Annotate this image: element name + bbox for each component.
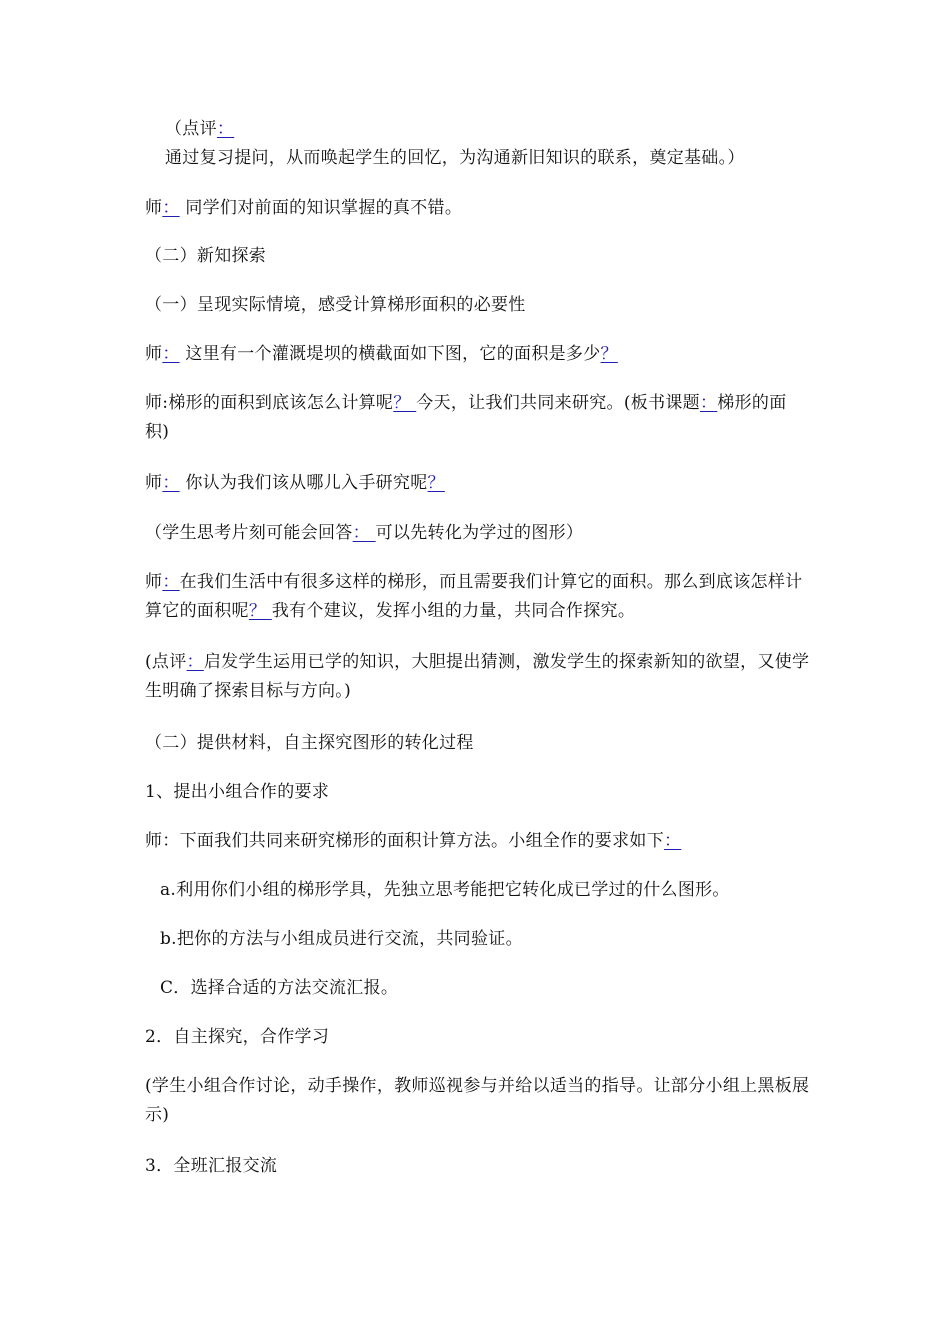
- list-heading-class-report: [145, 1152, 810, 1181]
- list-heading-self-explore: [145, 1023, 810, 1052]
- text-segment: 1、提出小组合作的要求: [145, 782, 330, 802]
- text-segment: a.利用你们小组的梯形学具，先独立思考能把它转化成已学过的什么图形。: [160, 880, 730, 900]
- text-segment: 师: [145, 473, 163, 493]
- underlined-punctuation: ？: [600, 344, 618, 364]
- underlined-punctuation: ：: [162, 344, 180, 364]
- underlined-punctuation: ：: [352, 523, 376, 543]
- paragraph-teacher-where-start: [145, 469, 810, 498]
- text-segment: （学生思考片刻可能会回答: [145, 523, 353, 543]
- text-segment: 师: [145, 198, 163, 218]
- underlined-punctuation: ？: [248, 601, 272, 621]
- paragraph-student-group-work: [145, 1072, 810, 1130]
- text-segment: （二）提供材料，自主探究图形的转化过程: [145, 733, 474, 753]
- underlined-punctuation: ：: [216, 119, 235, 139]
- paragraph-comment-inspire: [145, 648, 810, 706]
- text-segment: （一）呈现实际情境，感受计算梯形面积的必要性: [145, 295, 526, 315]
- text-segment: 这里有一个灌溉堤坝的横截面如下图，它的面积是多少: [179, 344, 601, 364]
- text-segment: 我有个建议，发挥小组的力量，共同合作探究。: [271, 601, 636, 621]
- underlined-punctuation: ：: [664, 831, 682, 851]
- underlined-punctuation: ：: [162, 198, 180, 218]
- underlined-punctuation: ：: [699, 393, 718, 413]
- text-segment: 可以先转化为学过的图形）: [375, 523, 584, 543]
- text-segment: （点评: [165, 119, 217, 139]
- subsection-heading-materials: [145, 729, 810, 758]
- text-segment: 启发学生运用已学的知识，大胆提出猜测，激发学生的探索新知的欲望，又使学生明确了探索目标与方向。): [145, 652, 810, 701]
- text-segment: 2．自主探究，合作学习: [145, 1027, 330, 1047]
- text-segment: 同学们对前面的知识掌握的真不错。: [179, 198, 463, 218]
- text-segment: 师：下面我们共同来研究梯形的面积计算方法。小组全作的要求如下: [145, 831, 664, 851]
- list-heading-group-requirements: [145, 778, 810, 807]
- paragraph-teacher-praise: [145, 194, 810, 223]
- subsection-heading-real-situation: [145, 291, 810, 320]
- text-segment: b.把你的方法与小组成员进行交流，共同验证。: [160, 929, 523, 949]
- paragraph-teacher-suggestion: [145, 568, 810, 626]
- text-segment: 今天，让我们共同来研究。(板书课题: [416, 393, 700, 413]
- paragraph-comment-review: [165, 115, 810, 173]
- text-segment: 师:梯形的面积到底该怎么计算呢: [145, 393, 394, 413]
- paragraph-teacher-requirements: [145, 827, 810, 856]
- paragraph-student-answer: [145, 519, 810, 548]
- text-segment: 师: [145, 344, 163, 364]
- section-heading-new-knowledge: [145, 242, 810, 271]
- underlined-punctuation: ：: [186, 652, 204, 672]
- paragraph-teacher-trapezoid-question: [145, 389, 810, 447]
- underlined-punctuation: ：: [162, 473, 180, 493]
- underlined-punctuation: ？: [427, 473, 445, 493]
- list-item-c: [160, 974, 810, 1003]
- text-segment: 你认为我们该从哪儿入手研究呢: [179, 473, 428, 493]
- underlined-punctuation: ？: [393, 393, 417, 413]
- text-segment: 通过复习提问，从而唤起学生的回忆，为沟通新旧知识的联系，奠定基础。）: [165, 148, 745, 168]
- text-segment: 梯形的面积): [145, 393, 787, 442]
- list-item-a: [160, 876, 810, 905]
- text-segment: (学生小组合作讨论，动手操作，教师巡视参与并给以适当的指导。让部分小组上黑板展示): [145, 1076, 810, 1125]
- text-segment: 3．全班汇报交流: [145, 1156, 278, 1176]
- list-item-b: [160, 925, 810, 954]
- text-segment: 师: [145, 572, 163, 592]
- underlined-punctuation: ：: [162, 572, 180, 592]
- text-segment: C．选择合适的方法交流汇报。: [160, 978, 399, 998]
- paragraph-teacher-dam-question: [145, 340, 810, 369]
- text-segment: （二）新知探索: [145, 246, 267, 266]
- text-segment: (点评: [145, 652, 187, 672]
- text-segment: 在我们生活中有很多这样的梯形，而且需要我们计算它的面积。那么到底该怎样计算它的面积呢: [145, 572, 803, 621]
